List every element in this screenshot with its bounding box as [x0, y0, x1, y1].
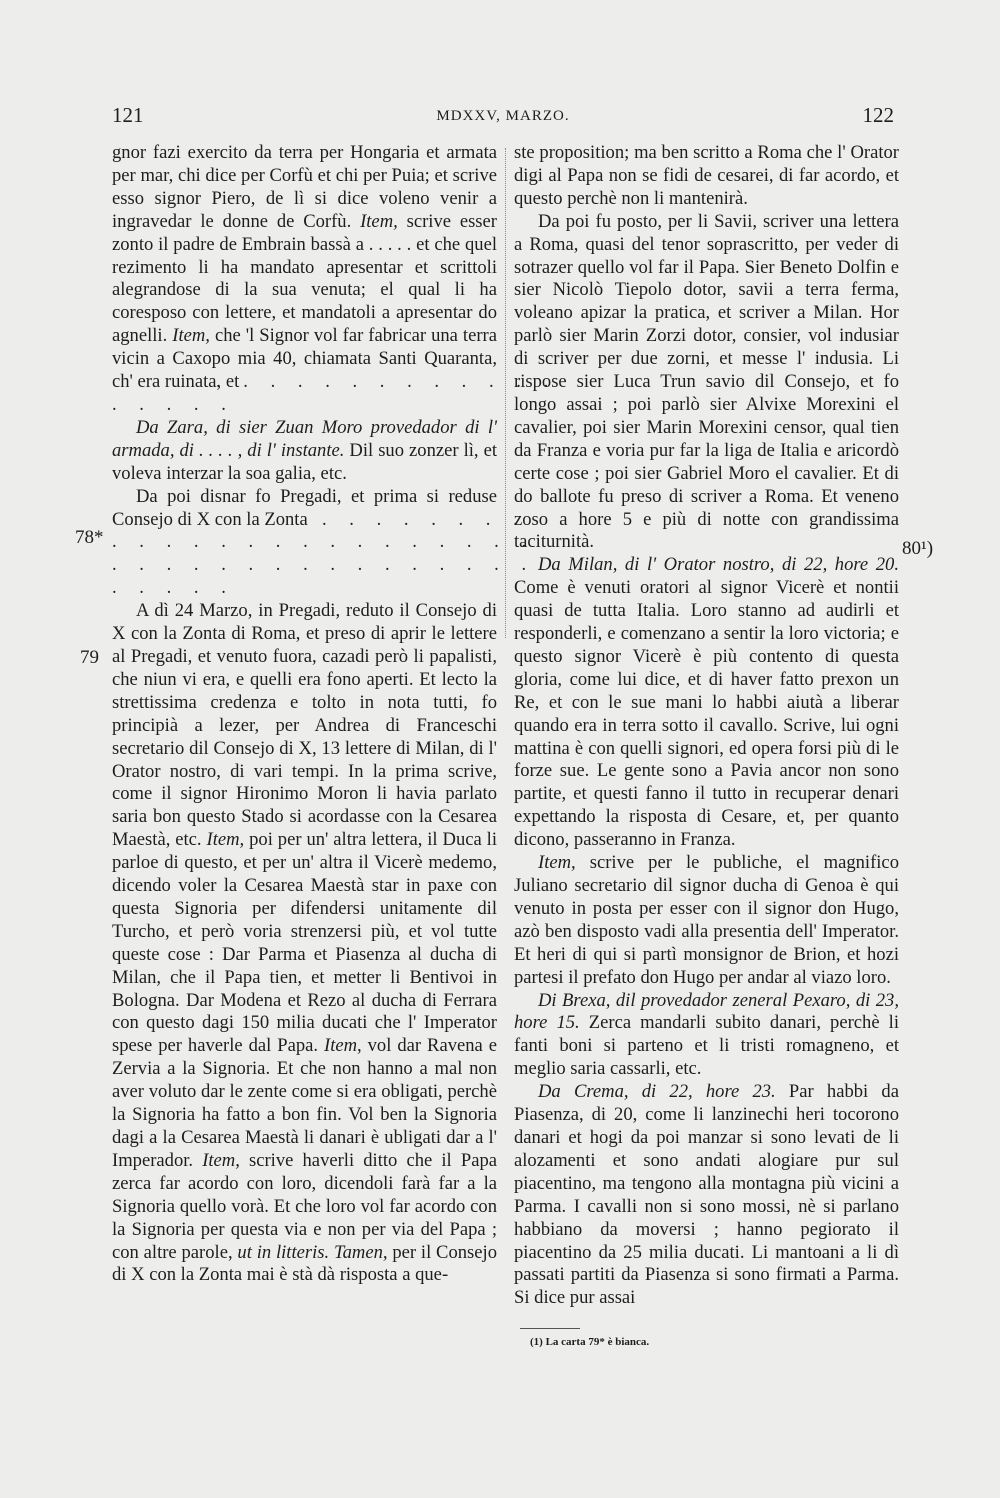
paragraph [514, 852, 899, 989]
ellipsis-row: . . . . . . . . [322, 508, 527, 530]
text-run: A dì 24 Marzo, in Pregadi, reduto il Consejo di X con la Zonta di Roma, et preso di aprir le lettere al Pregadi, et venuto fuora, cazadi però li papalisti, che niun vi era, e quelli era fono aperti. Et lecto la strettissima credenza e tolto in nota tutti, fo principià a lezer, per Andrea di Franceschi secretario dil Consejo di X, 13 lettere di Milan, di l' Orator nostro, di vari tempi. In la prima scrive, come il signor Hironimo Moron li havia parlato saria bon questo Stado si acordasse con la Cesarea Maestà, etc. [112, 600, 497, 851]
ellipsis-row: . . . . . . . . . . . . . [216, 371, 558, 393]
ellipsis-row: . . . . . [112, 393, 235, 415]
ellipsis-row: . . . . . [112, 577, 235, 599]
right-column [514, 142, 899, 1310]
margin-folio-79: 79 [80, 647, 99, 668]
ellipsis-row: . . . . . . . . . . . . . . . . [112, 554, 536, 576]
text-run: Da poi disnar fo Pregadi, et prima si reduse Consejo di X con la Zonta [112, 485, 497, 530]
margin-folio-78: 78* [75, 527, 104, 548]
text-run: Dil suo zonzer lì, et voleva interzar la soa galia, etc. [112, 439, 497, 484]
text-run: poi per un' altra lettera, il Duca li parloe di questo, et per un' altra il Vicerè medemo, dicendo voler la Cesarea Maestà star in paxe con questa Signoria per difendersi unitamente dil Turcho, et però voria strenzersi più, et vol tutte queste cose : Dar Parma et Piasenza al ducha di Milan, che il Papa tien, et metter li Bentivoi in Bologna. Dar Modena et Rezo al ducha di Ferrara con questo dagi 150 milia ducati che l' Imperator spese per haverle dal Papa. [112, 829, 497, 1057]
paragraph [112, 142, 558, 394]
paragraph [514, 1081, 899, 1310]
italic-run: Item, [538, 852, 576, 874]
text-run: gnor fazi exercito da terra per Hongaria et armata per mar, chi dice per Corfù et chi per Puia; et scrive esso signor Piero, de lì si dice voleno venir a ingravedar le donne de Corfù. [112, 142, 497, 232]
page-number-left: 121 [112, 103, 144, 127]
italic-run: ut in litteris. Tamen, [237, 1241, 388, 1263]
italic-run: Da Crema, di 22, hore 23. [538, 1081, 776, 1103]
footnote: (1) La carta 79* è bianca. [530, 1336, 650, 1348]
text-run: scrive per le publiche, el magnifico Juliano secretario dil signor ducha di Genoa è qui venuto in posta per esser con il signor don Hugo, azò ben disposto vadi alla presentia dell' Imperator. Et heri di qui si partì monsignor de Brion, et hozi partesi il prefato don Hugo per andar al viazo loro. [514, 852, 899, 988]
text-run: Come è venuti oratori al signor Vicerè et nontii quasi de tutta Italia. Loro stanno ad audirli et responderli, e comenzano a sentir la loro victoria; e questo signor Vicerè è più contento di questa gloria, come lui dice, et di haver fatto prexon un Re, et con le sue mani lo habbi aiutà a liberar quando era in terra sotto il cavallo. Scrive, lui ogni mattina è con quelli signori, ed opera forsi più di le forze sue. Le gente sono a Pavia ancor non sono partite, et questi fanno il tutto in recuperar denari expettando la risposta di Cesare, et, per quanto dicono, passeranno in Franza. [514, 577, 899, 851]
italic-run: Item, [172, 325, 210, 347]
paragraph: Da poi fu posto, per li Savii, scriver una lettera a Roma, quasi del tenor soprascritto, per veder di sotrazer quello vol far il Papa. Sier Beneto Dolfin e sier Nicolò Tiepolo dotor, savii a terra ferma, voleano apizar la pratica, et scriver a Milan. Hor parlò sier Marin Zorzi dotor, consier, vol indusiar di scriver per due zorni, et messe l' indusia. Li rispose sier Luca Trun savio dil Consejo, et fo longo assai ; poi parlò sier Alvixe Morexini el cavalier, poi sier Marin Morexini censor, qual tien da Franza e voria pur far la liga de Italia e aricordò certe cose ; poi sier Gabriel Moro el cavalier. Et di do ballote fu preso di scriver a Roma. Et veneno zoso a hore 5 e più di notte con grandissima taciturnità. [514, 210, 899, 553]
text-run: scrive haverli ditto che il Papa zerca far acordo con loro, dicendoli farà far a la Signoria quello vorà. Et che loro vol far acordo con la Signoria per questa via e non per via del Papa ; con altre parole, [112, 1149, 497, 1263]
italic-run: Da Milan, di l' Orator nostro, di 22, hore 20. [538, 554, 899, 576]
ellipsis-row: . . . . . . . . . . . . . . . . [112, 531, 536, 553]
paragraph [112, 485, 527, 532]
italic-run: Da Zara, di sier Zuan Moro provedador di l' armada, di . . . . , di l' instante. [112, 416, 497, 461]
text-run: vol dar Ravena e Zervia a la Signoria. Et che non hanno a mal non aver voluto dar le zente come si era obligati, perchè la Signoria ha fatto a bon fin. Vol ben la Signoria dagi a la Cesarea Maestà li danari è ubligati dar a l' Imperador. [112, 1035, 497, 1171]
text-run: Par habbi da Piasenza, di 20, come li lanzinechi heri tocorono danari et hogi da poi manzar si sono levati de li alozamenti et sono andati alogiare pur sul piacentino, ma tengono alla montagna più vicini a Parma. I cavalli non si sono mossi, nè si parlano habbiano da moversi ; hanno pegiorato il piacentino da 25 milia ducati. Li mantoani a li dì passati partiti da Piasenza si sono firmati a Parma. Si dice pur assai [514, 1081, 899, 1309]
paragraph [112, 417, 497, 486]
paragraph: ste proposition; ma ben scritto a Roma che l' Orator digi al Papa non se fidi de cesarei, di far acordo, et questo perchè non li mantenirà. [514, 142, 899, 209]
text-run: Zerca mandarli subito danari, perchè li fanti boni si parteno et li tristi romagneno, et meglio saria cassarli, etc. [514, 1012, 899, 1080]
italic-run: Di Brexa, dil provedador zeneral Pexaro, di 23, hore 15. [514, 989, 899, 1034]
page-number-right: 122 [862, 103, 894, 127]
text-run: per il Consejo di X con la Zonta mai è stà dà risposta a que- [112, 1241, 497, 1286]
footnote-rule [520, 1328, 580, 1329]
text-run: che 'l Signor vol far fabricar una terra vicin a Caxopo mia 40, chiamata Santi Quaranta, ch' era ruinata, et [112, 325, 497, 393]
paragraph [112, 600, 497, 1287]
paragraph [514, 554, 899, 852]
italic-run: Item, [324, 1035, 362, 1057]
page-header [112, 103, 894, 133]
italic-run: Item, [206, 829, 245, 851]
margin-folio-80: 80¹) [902, 538, 934, 559]
running-head: MDXXV, MARZO. [436, 108, 570, 124]
text-run: scrive esser zonto il padre de Embrain bassà a . . . . . et che quel rezimento li ha mandato apresentar et scrittoli alegrandose di la sua venuta; el qual li ha coresposo con lettere, et mandatoli a apresentar do agnelli. [112, 210, 497, 347]
italic-run: Item, [360, 210, 398, 232]
paragraph [514, 990, 899, 1082]
italic-run: Item, [202, 1149, 240, 1171]
left-column [112, 142, 558, 1287]
